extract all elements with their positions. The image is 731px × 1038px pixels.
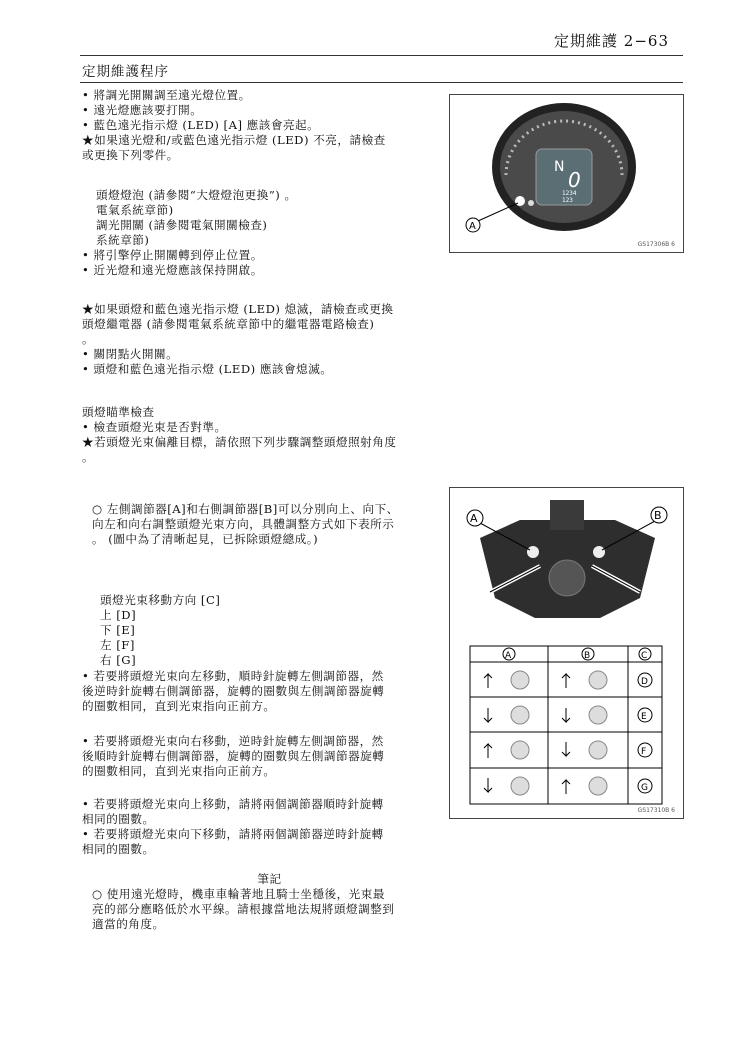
row-label-g: G <box>641 783 648 793</box>
adjuster-knob-icon <box>589 741 607 759</box>
text-line: ★如果遠光燈和/或藍色遠光指示燈 (LED) 不亮，請檢查 <box>82 133 386 147</box>
adjustment-table <box>450 638 683 818</box>
text-line: • 關閉點火開關。 <box>82 347 179 361</box>
speed-readout: 0 <box>568 168 581 192</box>
bracket-hub <box>549 560 585 596</box>
adjuster-description <box>92 502 447 547</box>
text-line: 後順時針旋轉右側調節器，旋轉的圈數與左側調節器旋轉 <box>82 749 385 763</box>
table-header-b: B <box>584 651 591 661</box>
page-title: 定期維護 2−63 <box>554 32 669 50</box>
figure-headlight-adjusters <box>449 487 684 819</box>
direction-legend <box>100 593 455 668</box>
relay-check-block <box>82 302 437 377</box>
high-beam-check-block <box>82 88 437 163</box>
engine-stop-block <box>82 248 437 278</box>
list-item: 上 [D] <box>100 608 137 622</box>
list-item: 頭燈燈泡 (請參閱“大燈燈泡更換”) 。 <box>96 188 297 202</box>
text-line: • 近光燈和遠光燈應該保持開啟。 <box>82 263 263 277</box>
list-item: 電氣系統章節) <box>96 203 174 217</box>
text-line: • 檢查頭燈光束是否對準。 <box>82 420 227 434</box>
right-adjuster <box>593 546 605 558</box>
indicator-lamp-icon <box>528 200 534 206</box>
row-label-d: D <box>641 677 648 687</box>
list-item: 右 [G] <box>100 653 137 667</box>
text-line: • 將引擎停止開關轉到停止位置。 <box>82 248 263 262</box>
section-title: 定期維護程序 <box>82 64 169 80</box>
text-line: 的圈數相同，直到光束指向正前方。 <box>82 699 276 713</box>
text-line: 後逆時針旋轉右側調節器，旋轉的圈數與左側調節器旋轉 <box>82 684 385 698</box>
instrument-cluster-illustration <box>450 95 683 252</box>
table-header-c: C <box>641 651 648 661</box>
row-label-e: E <box>641 712 647 722</box>
text-line: 亮的部分應略低於水平線。請根據當地法規將頭燈調整到 <box>92 902 395 916</box>
callout-label-b: B <box>654 509 662 522</box>
move-right-paragraph <box>82 734 437 779</box>
adjuster-knob-icon <box>589 706 607 724</box>
section-rule <box>80 82 683 83</box>
text-line: ★如果頭燈和藍色遠光指示燈 (LED) 熄滅，請檢查或更換 <box>82 302 394 316</box>
adjuster-knob-icon <box>589 671 607 689</box>
text-line: • 若要將頭燈光束向右移動，逆時針旋轉左側調節器，然 <box>82 734 384 748</box>
subsection-title: 頭燈瞄準檢查 <box>82 405 155 419</box>
figure-code: GS17310B 6 <box>637 807 675 814</box>
callout-label-a: A <box>470 512 478 525</box>
rotate-arrow-icon <box>562 708 570 722</box>
text-line: • 藍色遠光指示燈 (LED) [A] 應該會亮起。 <box>82 118 320 132</box>
text-line: 或更換下列零件。 <box>82 148 179 162</box>
text-line: ★若頭燈光束偏離目標，請依照下列步驟調整頭燈照射角度 <box>82 435 397 449</box>
list-item: 系統章節) <box>96 233 150 247</box>
headlight-bracket-illustration <box>450 488 683 636</box>
text-line: • 頭燈和藍色遠光指示燈 (LED) 應該會熄滅。 <box>82 362 333 376</box>
move-left-paragraph <box>82 669 437 714</box>
high-beam-indicator-icon <box>515 196 525 206</box>
adjuster-knob-icon <box>589 777 607 795</box>
rotate-arrow-icon <box>484 674 492 688</box>
odometer-readout: 1234 <box>562 190 577 197</box>
figure-code: GS17306B 6 <box>637 241 675 248</box>
rotate-arrow-icon <box>484 778 492 792</box>
text-line: 。 <box>82 450 95 464</box>
text-line: 。 (圖中為了清晰起見，已拆除頭燈總成。) <box>92 532 319 546</box>
gear-indicator: N <box>554 159 565 175</box>
rotate-arrow-icon <box>562 742 570 756</box>
note-title: 筆記 <box>257 872 282 886</box>
text-line: 相同的圈數。 <box>82 812 155 826</box>
rotate-arrow-icon <box>562 674 570 688</box>
row-label-f: F <box>641 747 647 757</box>
header-rule <box>80 55 683 56</box>
callout-line-a <box>478 203 518 221</box>
list-item: 頭燈光束移動方向 [C] <box>100 593 221 607</box>
adjuster-knob-icon <box>511 777 529 795</box>
bracket-top <box>550 500 584 530</box>
adjuster-knob-icon <box>511 741 529 759</box>
text-line: 的圈數相同，直到光束指向正前方。 <box>82 764 276 778</box>
text-line: 適當的角度。 <box>92 917 165 931</box>
note-block <box>92 872 447 932</box>
callout-label-a: A <box>469 221 476 232</box>
text-line: • 將調光開關調至遠光燈位置。 <box>82 88 251 102</box>
text-line: 相同的圈數。 <box>82 842 155 856</box>
rotate-arrow-icon <box>484 744 492 758</box>
text-line: • 若要將頭燈光束向上移動，請將兩個調節器順時針旋轉 <box>82 797 384 811</box>
text-line: ○ 左側調節器[A]和右側調節器[B]可以分別向上、向下、 <box>92 502 399 516</box>
table-header-a: A <box>505 651 512 661</box>
list-item: 調光開關 (請參閱電氣開關檢查) <box>96 218 268 232</box>
trip-readout: 123 <box>562 197 573 204</box>
text-line: 向左和向右調整頭燈光束方向，具體調整方式如下表所示 <box>92 517 395 531</box>
parts-list <box>82 188 451 248</box>
text-line: ○ 使用遠光燈時，機車車輪著地且騎士坐穩後，光束最 <box>92 887 385 901</box>
figure-instrument-cluster <box>449 94 684 253</box>
adjuster-knob-icon <box>511 671 529 689</box>
text-line: • 遠光燈應該要打開。 <box>82 103 203 117</box>
text-line: 。 <box>82 332 95 346</box>
list-item: 左 [F] <box>100 638 135 652</box>
move-up-down-paragraph <box>82 797 437 857</box>
aim-check-block <box>82 405 437 465</box>
adjuster-knob-icon <box>511 706 529 724</box>
list-item: 下 [E] <box>100 623 136 637</box>
text-line: • 若要將頭燈光束向左移動，順時針旋轉左側調節器，然 <box>82 669 384 683</box>
rotate-arrow-icon <box>484 708 492 722</box>
rotate-arrow-icon <box>562 780 570 794</box>
left-adjuster <box>527 546 539 558</box>
text-line: 頭燈繼電器 (請參閱電氣系統章節中的繼電器電路檢查) <box>82 317 375 331</box>
text-line: • 若要將頭燈光束向下移動，請將兩個調節器逆時針旋轉 <box>82 827 384 841</box>
